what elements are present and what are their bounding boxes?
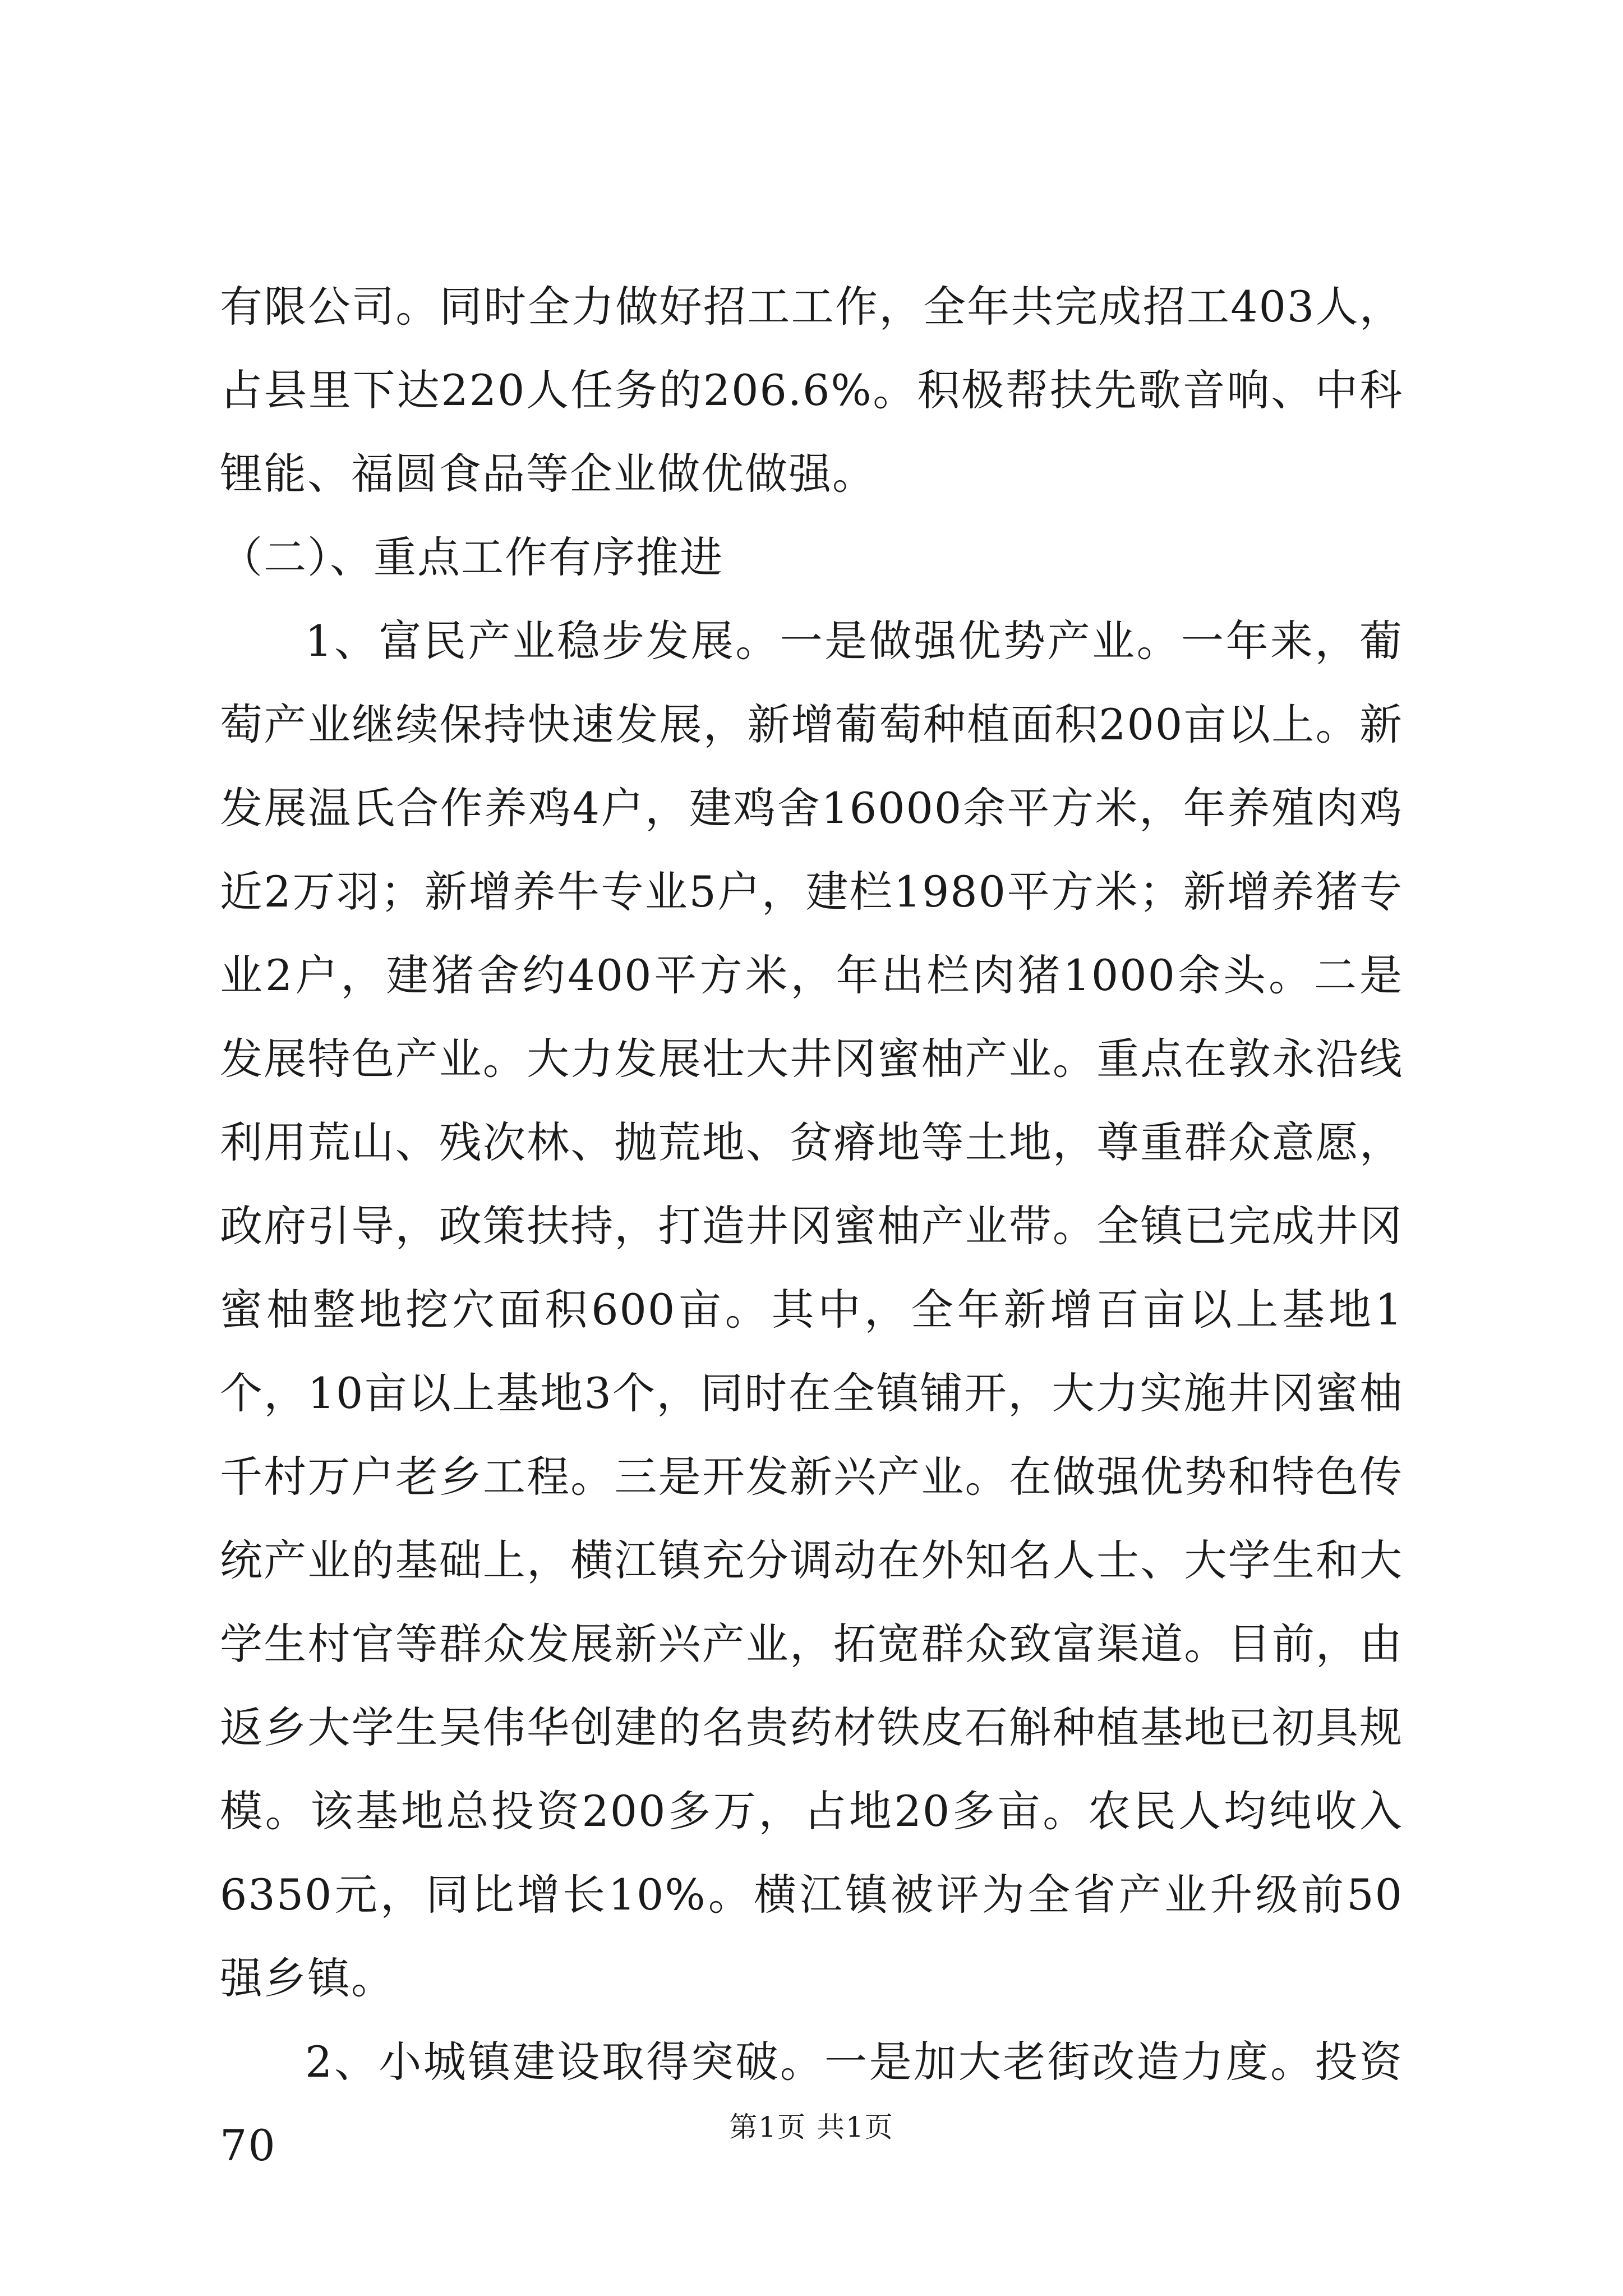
paragraph-industry: 1、富民产业稳步发展。一是做强优势产业。一年来，葡萄产业继续保持快速发展，新增葡萄种植面积200亩以上。新发展温氏合作养鸡4户，建鸡舍16000余平方米，年养殖肉鸡近2万羽；新增养牛专业5户，建栏1980平方米；新增养猪专业2户，建猪舍约400平方米，年出栏肉猪1000余头。二是发展特色产业。大力发展壮大井冈蜜柚产业。重点在敦永沿线利用荒山、残次林、抛荒地、贫瘠地等土地，尊重群众意愿，政府引导，政策扶持，打造井冈蜜柚产业带。全镇已完成井冈蜜柚整地挖穴面积600亩。其中，全年新增百亩以上基地1个，10亩以上基地3个，同时在全镇铺开，大力实施井冈蜜柚千村万户老乡工程。三是开发新兴产业。在做强优势和特色传统产业的基础上，横江镇充分调动在外知名人士、大学生和大学生村官等群众发展新兴产业，拓宽群众致富渠道。目前，由返乡大学生吴伟华创建的名贵药材铁皮石斛种植基地已初具规模。该基地总投资200多万，占地20多亩。农民人均纯收入6350元，同比增长10%。横江镇被评为全省产业升级前50强乡镇。 <box>220 616 1403 2003</box>
document-body <box>220 265 1403 2187</box>
paragraph-continuation: 有限公司。同时全力做好招工工作，全年共完成招工403人，占县里下达220人任务的206.6%。积极帮扶先歌音响、中科锂能、福圆食品等企业做优做强。 <box>220 282 1403 499</box>
paragraph-town-construction: 2、小城镇建设取得突破。一是加大老街改造力度。投资70 <box>220 2037 1403 2170</box>
page-number-footer: 第1页 共1页 <box>729 2111 894 2143</box>
section-heading: （二）、重点工作有序推进 <box>220 532 723 582</box>
